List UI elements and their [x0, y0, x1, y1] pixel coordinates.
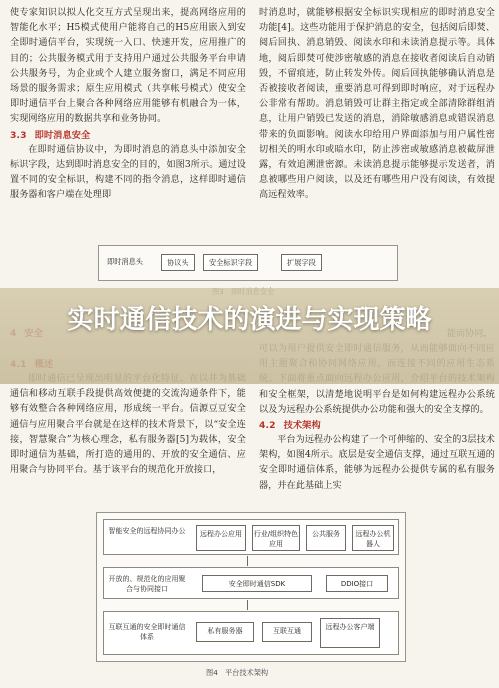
- banner-title: 实时通信技术的演进与实现策略: [67, 305, 432, 335]
- box-interconnect: 互联互通: [262, 622, 312, 642]
- figure3-field-extension: 扩展字段: [281, 254, 322, 271]
- left-column-top: [10, 6, 246, 203]
- section-heading-4-2: [259, 418, 495, 433]
- section-number: 3.3: [10, 129, 27, 141]
- left-paragraph-2: 在即时通信协议中，为即时消息的消息头中添加安全标识字段，达到即时消息安全的目的，如图3所示。通过设置不同的安全标识，构建不同的指令消息，这样即时通信服务器和客户端在处理即: [10, 144, 246, 201]
- right-paragraph-1: 时消息时，就能够根据安全标识实现相应的即时消息安全功能[4]。这些功能用于保护消息的安全，包括阅后即焚、阅后回执、消息销毁、阅读水印和未读消息提示等。具体地，阅后即焚可使涉密敏感的消息在接收者阅读后自动销毁，不留痕迹，防止转发外传。阅后回执能够确认消息是否被接收者阅读，重要消息可得到即时响应，对于远程办公非常有帮助。消息销毁可让群主指定或全部清除群组消息，让用户销毁已发送的消息，消除敏感消息或错误消息带来的负面影响。阅读水印给用户界面添加与用户属性密切相关的明水印或暗水印，防止涉密或敏感消息被截屏泄露，有效追溯泄密源。未读消息提示能够提示发送者，消息被哪些用户阅读，以及还有哪些用户没有阅读，有效提高远程效率。: [259, 8, 495, 201]
- box-sdk: 安全即时通信SDK: [202, 575, 312, 592]
- section-title: 即时消息安全: [34, 129, 91, 141]
- box-industry-app: 行业/组织特色应用: [252, 525, 300, 551]
- section-heading-3-3: [10, 128, 246, 143]
- box-office-robot: 远程办公机器人: [352, 525, 394, 551]
- left-paragraph-1: 使专家知识以拟人化交互方式呈现出来，提高网络应用的智能化水平；H5模式使用户能将自己的H5应用嵌入到安全即时通信平台，实现统一入口、快速开发，应用推广的目的；公共服务模式用于支持用户通过公共服务平台申请公共服务号，为企业或个人建立服务窗口，满足不同应用场景的服务需求；原生应用模式（共享帐号模式）使安全即时通信平台上聚合各种网络应用能够有机融合为一体，实现网络应用的数据共享和业务协同。: [10, 8, 246, 125]
- box-office-client: 远程办公客户端: [320, 618, 380, 648]
- figure3-field-protocol-header: 协议头: [161, 254, 195, 271]
- figure-3-diagram: [98, 245, 398, 281]
- box-ddio: DDIO接口: [326, 575, 388, 592]
- right-column-top: [259, 6, 495, 204]
- figure4-caption: 图4 平台技术架构: [206, 668, 269, 677]
- figure-4-diagram: [96, 512, 406, 662]
- box-private-server: 私有服务器: [196, 622, 254, 642]
- box-remote-office-app: 远程办公应用: [196, 525, 246, 551]
- layer-label: 互联互通的安全即时通信体系: [108, 623, 186, 641]
- figure3-label: 即时消息头: [107, 257, 143, 266]
- figure3-field-security-flag: 安全标识字段: [203, 254, 258, 271]
- layer-label: 智能安全的远程协同办公: [108, 527, 186, 535]
- box-public-service: 公共服务: [306, 525, 346, 551]
- arrow-connector: [247, 556, 248, 566]
- figure4-layer-applications: [103, 519, 399, 555]
- figure4-layer-communication: [103, 611, 399, 655]
- section-number: 4.2: [259, 420, 276, 432]
- left-paragraph-3: 通信和移动互联手段提供高效便捷的交流沟通条件下，能够有效整合各种网络应用，形成统一平台。信源豆豆安全通信与应用聚合平台就是在这样的技术背景下，以“安全连接，智慧聚合”为核心理念，私有服务器[5]为载体，安全即时通信为基础，所打造的通用的、开放的安全通信、应用聚合与协同平台。基于该平台的规范化开放接口，: [10, 389, 246, 476]
- figure4-layer-interfaces: [103, 567, 399, 599]
- arrow-connector: [247, 600, 248, 610]
- right-paragraph-2: 和安全框架，以清楚地说明平台是如何构建远程办公系统以及为远程办公系统提供办公功能和强大的安全支撑的。: [259, 389, 495, 415]
- layer-label: 开放的、规范化的应用聚合与协同接口: [108, 575, 186, 593]
- right-paragraph-3: 平台为远程办公构建了一个可伸缩的、安全的3层技术架构，如图4所示。底层是安全通信支撑，通过互联互通的安全即时通信体系，能够为远程办公提供专属的私有服务器，并在此基础上实: [259, 435, 495, 491]
- section-title: 技术架构: [283, 420, 321, 432]
